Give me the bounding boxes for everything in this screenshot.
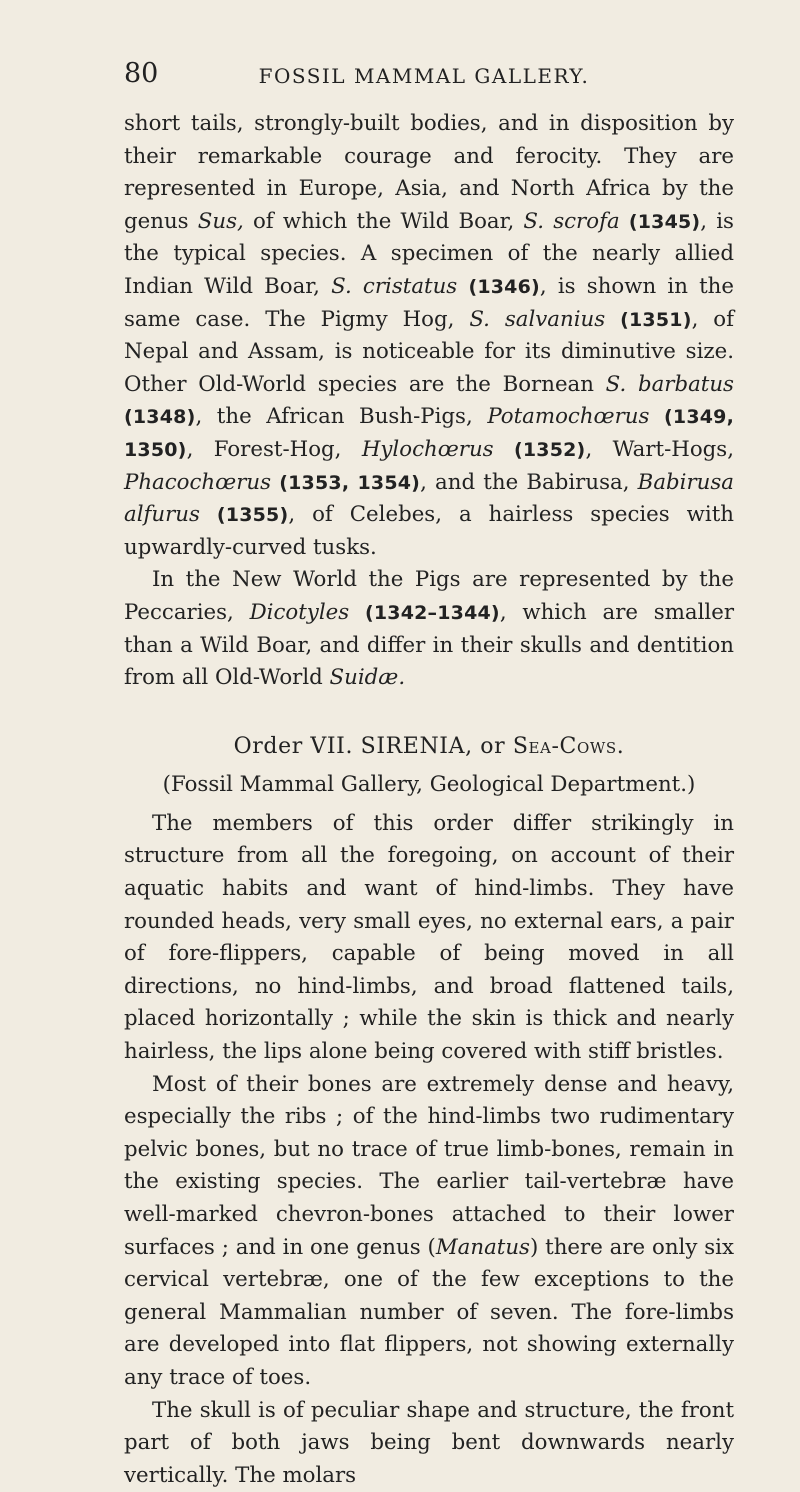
text-run: ) there are only six cervical vertebræ, one of the few exceptions to the general Mammalian number of seven. The fore-limbs are developed into flat flippers, not showing externally any trace of toes. — [124, 1234, 734, 1390]
text-run: , the African Bush-Pigs, — [195, 404, 488, 430]
text-run: , is shown in the same case. The Pigmy Hog, — [124, 273, 734, 332]
text-run: , of Celebes, a hairless species with upwardly-curved tusks. — [124, 502, 734, 560]
genus-name: Potamochœrus — [487, 404, 650, 430]
genus-name: Hylochœrus — [361, 436, 494, 462]
order-heading — [124, 731, 734, 764]
specimen-number: (1351) — [620, 308, 692, 331]
running-title: FOSSIL MAMMAL GALLERY. — [258, 64, 590, 88]
text-run: , and the Babirusa, — [420, 469, 638, 495]
species-name: Babirusa alfurus — [124, 469, 734, 528]
specimen-number: (1342–1344) — [364, 601, 500, 624]
species-name: S. barbatus — [605, 371, 734, 397]
order-heading-main: Order VII. SIRENIA, or — [233, 733, 513, 759]
body-text — [124, 108, 734, 1492]
specimen-number: (1352) — [513, 438, 586, 461]
order-heading-common-name: Sea-Cows. — [512, 733, 625, 759]
species-name: S. scrofa — [523, 208, 620, 234]
genus-name: Manatus — [435, 1234, 530, 1260]
specimen-number: (1345) — [628, 210, 701, 233]
species-name: S. salvanius — [469, 306, 606, 332]
text-run: , Forest-Hog, — [186, 436, 362, 462]
genus-name: Dicotyles — [249, 599, 350, 625]
text-run: In the New World the Pigs are represented by the Peccaries, — [124, 567, 734, 625]
specimen-number: (1348) — [124, 406, 196, 429]
text-run: , Wart-Hogs, — [585, 436, 734, 462]
page-number: 80 — [124, 58, 159, 89]
paragraph-peccaries — [124, 564, 734, 694]
paragraph-sirenia-description: The members of this order differ strikingly in structure from all the foregoing, on account of their aquatic habits and want of hind-limbs. They have rounded heads, very small eyes, no external ears, a pair of fore-flippers, capable of being moved in all directions, no hind-limbs, and broad flattened tails, placed horizontally ; while the skin is thick and nearly hairless, the lips alone being covered with stiff bristles. — [124, 810, 734, 1065]
specimen-number: (1349, 1350) — [124, 406, 734, 461]
family-name: Suidæ. — [329, 665, 406, 691]
text-run: , is the typical species. A specimen of the nearly allied Indian Wild Boar, — [124, 208, 734, 299]
order-subheading: (Fossil Mammal Gallery, Geological Department.) — [162, 772, 696, 798]
specimen-number: (1353, 1354) — [279, 471, 421, 494]
specimen-number: (1346) — [468, 275, 540, 298]
paragraph-sirenia-bones — [124, 1069, 734, 1395]
running-head — [124, 58, 724, 94]
text-run: , of Nepal and Assam, is noticeable for its diminutive size. Other Old-World species are the Bornean — [124, 306, 734, 397]
text-run: of which the Wild Boar, — [243, 208, 524, 234]
text-run: , which are smaller than a Wild Boar, and differ in their skulls and dentition from all Old-World — [124, 599, 735, 691]
paragraph-sirenia-skull: The skull is of peculiar shape and structure, the front part of both jaws being bent downwards nearly vertically. The molars — [124, 1397, 734, 1488]
specimen-number: (1355) — [216, 504, 289, 527]
paragraph-suidae-old-world — [124, 108, 734, 564]
species-name: S. cristatus — [331, 273, 458, 299]
text-run: short tails, strongly-built bodies, and in disposition by their remarkable courage and ferocity. They are represented in Europe, Asia, and North Africa by the genus — [124, 111, 734, 234]
text-run: Most of their bones are extremely dense and heavy, especially the ribs ; of the hind-limbs two rudimentary pelvic bones, but no trace of true limb-bones, remain in the existing species. The earlier tail-vertebræ have well-marked chevron-bones attached to their lower surfaces ; and in one genus ( — [124, 1071, 734, 1260]
genus-name: Sus, — [197, 208, 244, 234]
genus-name: Phacochœrus — [124, 469, 272, 495]
